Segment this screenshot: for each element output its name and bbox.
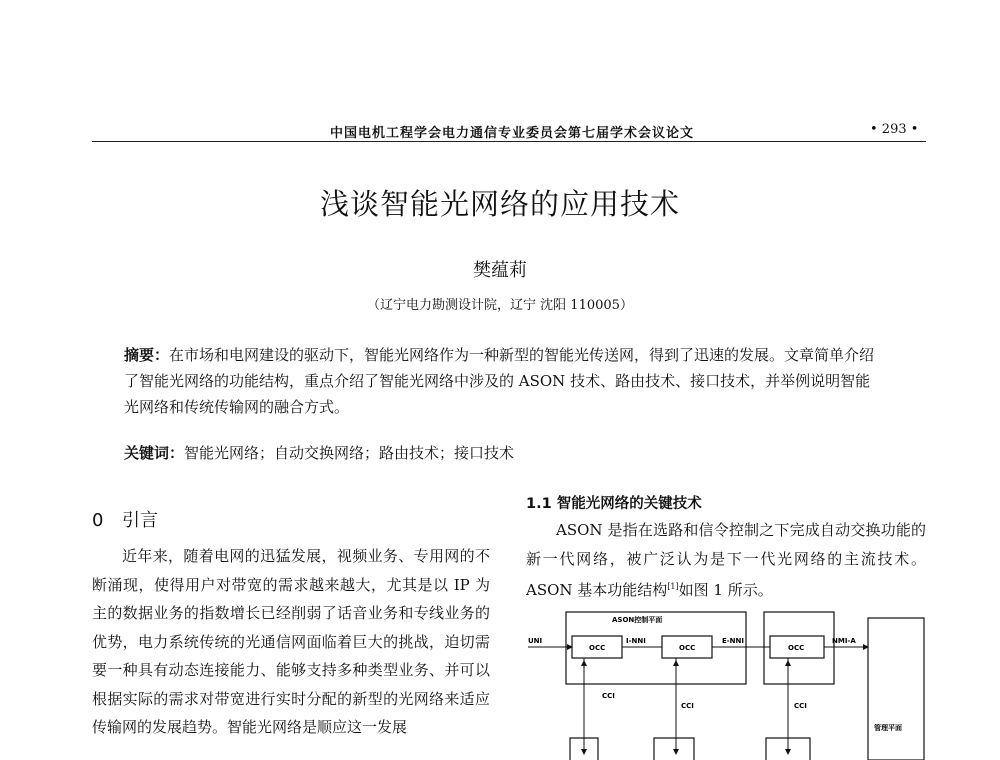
control-plane-label: ASON控制平面 [612, 616, 663, 624]
author-name: 樊蕴莉 [473, 260, 527, 281]
keywords [124, 440, 884, 466]
cci-label-1: CCI [602, 692, 615, 700]
enni-label: E-NNI [722, 637, 745, 645]
section-1-1-paragraph [526, 516, 926, 605]
abstract [124, 342, 884, 420]
transport-box-2 [654, 738, 694, 760]
occ-label-1: OCC [589, 644, 606, 652]
uni-label: UNI [528, 637, 543, 645]
section-1-1-heading: 1.1 智能光网络的关键技术 [526, 496, 702, 512]
inni-label: I-NNI [626, 637, 646, 645]
paper-title: 浅谈智能光网络的应用技术 [319, 187, 680, 221]
section-1-1-text-end: 如图 1 所示。 [678, 581, 773, 599]
affiliation: （辽宁电力勘测设计院，辽宁 沈阳 110005） [367, 298, 633, 313]
management-plane-box [868, 618, 924, 760]
occ-label-3: OCC [788, 644, 805, 652]
section-0-number: 0 [92, 510, 104, 531]
abstract-label: 摘要： [124, 346, 170, 364]
keywords-label: 关键词： [124, 444, 185, 462]
management-plane-label: 管理平面 [874, 724, 902, 732]
cci-label-2: CCI [681, 702, 694, 710]
intro-paragraph: 近年来，随着电网的迅猛发展，视频业务、专用网的不断涌现，使得用户对带宽的需求越来越大，尤其是以 IP 为主的数据业务的指数增长已经削弱了话音业务和专线业务的优势，电力系统传统的光通信网面临着巨大的挑战，迫切需要一种具有动态连接能力、能够支持多种类型业务、并可以根据实际的需求对带宽进行实时分配的新型的光网络来适应传输网的发展趋势。智能光网络是顺应这一发展 [92, 547, 490, 736]
left-column [92, 542, 490, 742]
keywords-text: 智能光网络；自动交换网络；路由技术；接口技术 [184, 444, 515, 462]
citation-ref: [1] [667, 582, 679, 591]
right-column [526, 516, 926, 605]
occ-label-2: OCC [679, 644, 696, 652]
page-number: • 293 • [870, 122, 919, 137]
nmi-a-label: NMI-A [832, 637, 856, 645]
section-0-heading [92, 506, 158, 532]
section-0-title: 引言 [122, 510, 158, 531]
section-1-1-text: ASON 是指在选路和信令控制之下完成自动交换功能的新一代网络，被广泛认为是下一代光网络的主流技术。ASON 基本功能结构 [526, 521, 926, 599]
cci-label-3: CCI [794, 702, 807, 710]
running-head: 中国电机工程学会电力通信专业委员会第七届学术会议论文 [330, 126, 695, 141]
figure-1-ason-diagram [526, 606, 926, 760]
abstract-text: 在市场和电网建设的驱动下，智能光网络作为一种新型的智能光传送网，得到了迅速的发展。文章简单介绍了智能光网络的功能结构，重点介绍了智能光网络中涉及的 ASON 技术、路由技术、接口技术，并举例说明智能光网络和传统传输网的融合方式。 [124, 346, 875, 416]
header-rule [92, 141, 926, 142]
